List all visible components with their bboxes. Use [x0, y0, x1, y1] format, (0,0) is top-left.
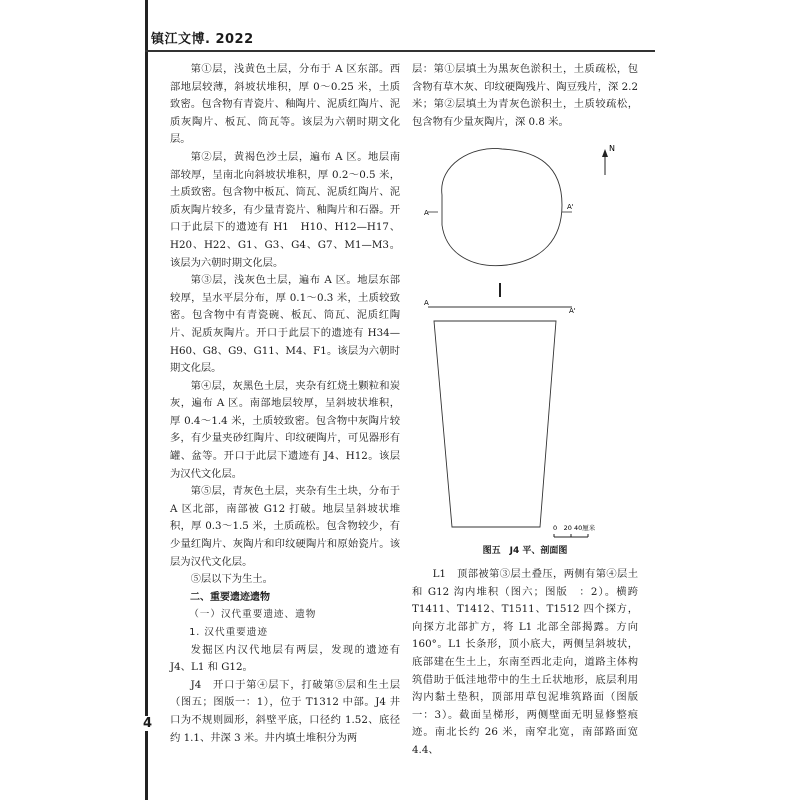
left-column: [170, 61, 400, 747]
right-column-top: [412, 61, 638, 131]
north-label: N: [609, 144, 615, 153]
right-column-bottom: [412, 566, 638, 760]
section-label-a-2: A: [424, 299, 429, 307]
paragraph: 第①层，浅黄色土层，分布于 A 区东部。西部地层较薄，斜坡状堆积，厚 0～0.25 米，土质致密。包含物有青瓷片、釉陶片、泥质红陶片、泥质灰陶片、板瓦、筒瓦等。该层为六朝时期文化层。: [170, 63, 400, 146]
scale-label: 0 20 40厘米: [553, 524, 596, 532]
subsection-heading: 1. 汉代重要遗迹: [189, 627, 268, 638]
header-rule: [145, 50, 655, 52]
figure-caption: 图五 J4 平、剖面图: [482, 546, 568, 556]
running-header: 镇江文博. 2022: [151, 32, 254, 47]
well-section-profile: [434, 321, 556, 527]
paragraph: 发掘区内汉代地层有两层，发现的遗迹有 J4、L1 和 G12。: [170, 643, 400, 674]
section-label-a-prime: A': [567, 203, 574, 211]
page-number: 4: [143, 716, 153, 731]
paragraph: 第②层，黄褐色沙土层，遍布 A 区。地层南部较厚，呈南北向斜坡状堆积，厚 0.2～0.5 米，土质致密。包含物中板瓦、筒瓦、泥质红陶片、泥质灰陶片较多，有少量青瓷片、釉陶片和石器。开口于此层下的遗迹有 H1 H10、H12—H17、H20、H22、G1、G3、G4、G7、M1—M3。该层为六朝时期文化层。: [170, 150, 400, 269]
section-label-a: A: [424, 209, 429, 217]
figure-drawing: [412, 135, 638, 555]
paragraph: L1 顶部被第③层土叠压，两侧有第④层土和 G12 沟内堆积（图六；图版 ：2）。横跨 T1411、T1412、T1511、T1512 四个探方，向探方北部扩方，将 L1 北部全部揭露。方向 160°。L1 长条形，顶小底大，两侧呈斜坡状，底部建在生土上，东南至西北走向，道路主体构筑借助于低洼地带中的生土丘状地形，底层利用沟内黏土垫积，顶部用草包泥堆筑路面（图版一：3）。截面呈梯形，两侧壁面无明显修整痕迹。南北长约 26 米，南窄北宽，南部路面宽 4.4、: [412, 568, 638, 756]
paragraph: 第⑤层，青灰色土层，夹杂有生土块，分布于 A 区北部，南部被 G12 打破。地层呈斜坡状堆积，厚 0.3～1.5 米，土质疏松。包含物较少，有少量红陶片、灰陶片和印纹硬陶片和原始瓷片。该层为汉代文化层。: [170, 485, 400, 568]
paragraph: 层：第①层填土为黑灰色淤积土，土质疏松，包含物有草木灰、印纹硬陶残片、陶豆残片，深 2.2 米；第②层填土为青灰色淤积土，土质较疏松，包含物有少量灰陶片，深 0.8 米。: [412, 63, 638, 128]
paragraph: 第④层，灰黑色土层，夹杂有红烧土颗粒和炭灰，遍布 A 区。南部地层较厚，呈斜坡状堆积，厚 0.4～1.4 米，土质较致密。包含物中灰陶片较多，有少量夹砂红陶片、印纹硬陶片，可见器形有罐、盆等。开口于此层下遗迹有 J4、H12。该层为汉代文化层。: [170, 379, 400, 480]
paragraph: 第③层，浅灰色土层，遍布 A 区。地层东部较厚，呈水平层分布，厚 0.1～0.3 米，土质较致密。包含物中有青瓷碗、板瓦、筒瓦、泥质红陶片、泥质灰陶片。开口于此层下的遗迹有 H34—H60、G8、G9、G11、M4、F1。该层为六朝时期文化层。: [170, 274, 400, 375]
subsection-heading: （一）汉代重要遗迹、遗物: [189, 609, 317, 621]
section-heading: 二、重要遗迹遗物: [190, 591, 270, 603]
well-plan-outline: [442, 148, 562, 265]
paragraph: ⑤层以下为生土。: [190, 573, 273, 586]
section-label-a-prime-2: A': [569, 307, 576, 315]
north-arrow-head-icon: [602, 149, 608, 157]
margin-rule: [145, 0, 148, 800]
paragraph: J4 开口于第④层下，打破第⑤层和生土层（图五；图版一：1），位于 T1312 中部。J4 井口为不规则圆形，斜壁平底，口径约 1.52、底径约 1.1、井深 3 米。井内填土堆积分为两: [170, 678, 400, 744]
figure-j4-plan-section: [412, 135, 638, 555]
